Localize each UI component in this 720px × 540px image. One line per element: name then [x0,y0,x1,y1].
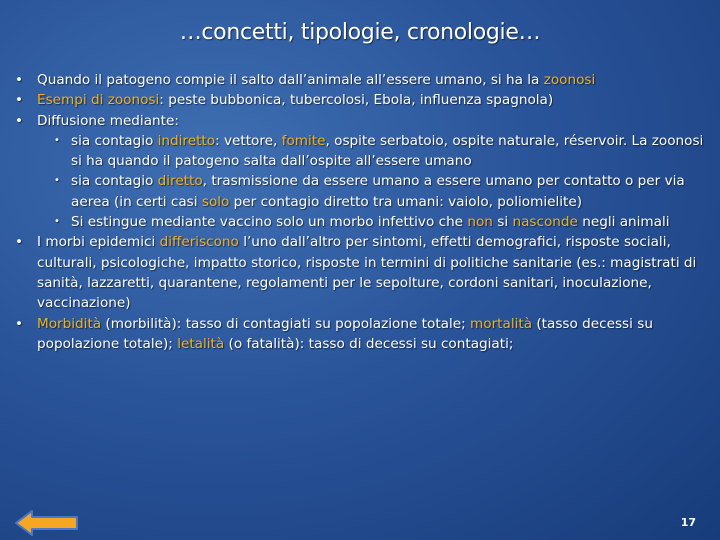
text-segment: (tasso decessi su popolazione totale); [37,315,653,352]
bullet-marker: • [14,234,24,251]
bullet-marker: • [14,92,24,109]
sub-bullet-item [10,131,705,172]
bullet-text [37,72,595,88]
text-segment: Quando il patogeno compie il salto dall’animale all’essere umano, si ha la [37,72,544,88]
text-segment: Diffusione mediante: [37,112,179,129]
bullet-text [37,113,179,129]
slide-title: …concetti, tipologie, cronologie… [179,20,541,45]
text-segment: , ospite serbatoio, ospite naturale, réservoir. La zoonosi si ha quando il patogeno salta dall’ospite all’essere umano [71,132,704,170]
text-segment: l’uno dall’altro per sintomi, effetti demografici, risposte sociali, culturali, psicologiche, impatto storico, risposte in termini di politiche sanitarie (es.: magistrati di sanità, lazzaretti, quarantene, regolamenti per le sepolture, cordoni sanitari, inoculazione, vaccinazione) [37,234,697,312]
text-segment: (o fatalità): tasso di decessi su contagiati; [224,335,514,352]
text-segment: : peste bubbonica, tubercolosi, Ebola, influenza spagnola) [159,92,554,109]
highlighted-term: non [467,214,493,231]
bullet-item [10,314,705,355]
bullet-marker: • [14,72,24,88]
slide-content [10,70,705,354]
sub-bullet-item [10,171,705,212]
text-segment: , trasmissione da essere umano a essere umano per contatto o per via aerea (in certi casi [71,173,685,210]
highlighted-term: nasconde [512,214,578,231]
bullet-text [37,234,696,311]
bullet-text [37,92,553,108]
back-button[interactable] [14,510,80,536]
highlighted-term: Morbidità [37,315,102,332]
bullet-marker: • [54,134,60,146]
text-segment: negli animali [577,214,670,231]
highlighted-term: letalità [177,335,225,352]
bullet-marker: • [14,315,24,332]
bullet-item [10,111,705,131]
sub-bullet-item [10,212,705,232]
text-segment: sia contagio [71,173,158,190]
text-segment: Si estingue mediante vaccino solo un morbo infettivo che [71,214,468,231]
text-segment: (morbilità): tasso di contagiati su popolazione totale; [101,315,471,332]
text-segment: si [492,214,513,231]
highlighted-term: diretto [157,173,203,190]
highlighted-term: differiscono [159,234,239,251]
bullet-item [10,70,705,90]
highlighted-term: mortalità [470,315,533,332]
text-segment: I morbi epidemici [37,234,160,251]
highlighted-term: Esempi di zoonosi [37,92,160,109]
text-segment: : vettore, [215,132,282,149]
sub-bullet-text [71,173,685,209]
bullet-marker: • [14,112,24,129]
highlighted-term: solo [201,193,230,210]
sub-bullet-list [10,131,705,232]
bullet-marker: • [54,175,60,187]
sub-bullet-text [71,214,670,230]
text-segment: sia contagio [71,132,158,149]
left-arrow-icon [14,510,80,536]
highlighted-term: fomite [281,132,326,149]
text-segment: per contagio diretto tra umani: vaiolo, poliomielite) [229,193,583,210]
bullet-item [10,232,705,313]
bullet-marker: • [54,216,60,228]
page-number: 17 [680,516,696,529]
highlighted-term: zoonosi [543,72,596,88]
bullet-item [10,90,705,110]
bullet-text [37,316,653,352]
sub-bullet-text [71,133,703,169]
bullet-list [10,70,705,354]
highlighted-term: indiretto [157,132,216,149]
